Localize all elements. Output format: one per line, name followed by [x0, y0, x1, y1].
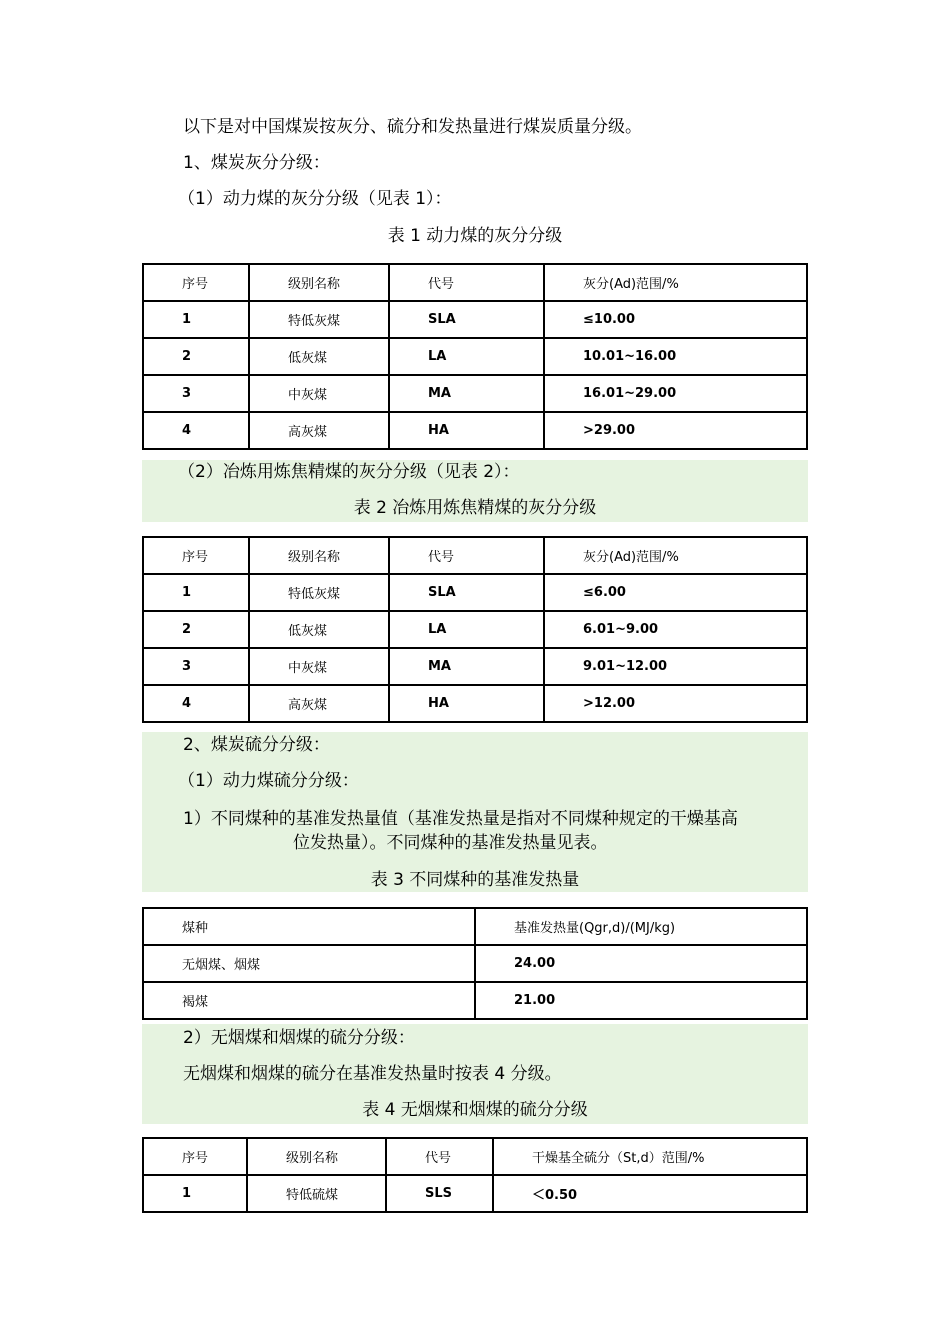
table-cell: 无烟煤、烟煤 — [143, 945, 475, 982]
table-1 — [142, 263, 808, 450]
table-cell: 24.00 — [475, 945, 807, 982]
header-cell: 代号 — [389, 537, 544, 574]
table-2 — [142, 536, 808, 723]
table-cell: LA — [389, 611, 544, 648]
table-row — [143, 301, 807, 338]
table-cell: 1 — [143, 1175, 247, 1212]
table-cell: >12.00 — [544, 685, 807, 722]
table-row — [143, 945, 807, 982]
section-2-heading: 2、煤炭硫分分级： — [183, 735, 330, 755]
table-header-row — [143, 908, 807, 945]
table-cell: MA — [389, 375, 544, 412]
section-2-1-heading: （1）动力煤硫分分级： — [178, 771, 359, 791]
table-row — [143, 1175, 807, 1212]
table-row — [143, 375, 807, 412]
table-row — [143, 412, 807, 449]
table-cell: 特低灰煤 — [249, 574, 389, 611]
table-row — [143, 611, 807, 648]
table-cell: 3 — [143, 648, 249, 685]
table-cell: 2 — [143, 611, 249, 648]
header-cell: 序号 — [143, 264, 249, 301]
header-cell: 代号 — [386, 1138, 493, 1175]
table-cell: SLA — [389, 574, 544, 611]
section-2-1-1-line2: 位发热量）。不同煤种的基准发热量见表。 — [293, 833, 608, 853]
table-row — [143, 982, 807, 1019]
section-2-1-2-heading: 2）无烟煤和烟煤的硫分分级： — [183, 1028, 415, 1048]
header-cell: 煤种 — [143, 908, 475, 945]
table-cell: 9.01~12.00 — [544, 648, 807, 685]
header-cell: 级别名称 — [247, 1138, 386, 1175]
section-2-1-1-line1: 1）不同煤种的基准发热量值（基准发热量是指对不同煤种规定的干燥基高 — [183, 809, 738, 829]
table-cell: 1 — [143, 301, 249, 338]
table-cell: ≤6.00 — [544, 574, 807, 611]
table-cell: 4 — [143, 412, 249, 449]
table-row — [143, 338, 807, 375]
header-cell: 代号 — [389, 264, 544, 301]
table-2-caption: 表 2 冶炼用炼焦精煤的灰分分级 — [353, 498, 597, 518]
table-4 — [142, 1137, 808, 1213]
table-4-caption: 表 4 无烟煤和烟煤的硫分分级 — [362, 1100, 588, 1120]
table-3-caption: 表 3 不同煤种的基准发热量 — [370, 870, 580, 890]
table-cell: 低灰煤 — [249, 611, 389, 648]
table-header-row — [143, 537, 807, 574]
table-cell: 16.01~29.00 — [544, 375, 807, 412]
table-cell: 21.00 — [475, 982, 807, 1019]
section-1-1-heading: （1）动力煤的灰分分级（见表 1）： — [178, 189, 452, 209]
table-cell: 3 — [143, 375, 249, 412]
table-cell: 高灰煤 — [249, 685, 389, 722]
table-cell: SLA — [389, 301, 544, 338]
table-row — [143, 685, 807, 722]
intro-paragraph: 以下是对中国煤炭按灰分、硫分和发热量进行煤炭质量分级。 — [183, 117, 642, 137]
table-cell: 6.01~9.00 — [544, 611, 807, 648]
table-cell: >29.00 — [544, 412, 807, 449]
table-cell: 1 — [143, 574, 249, 611]
header-cell: 灰分(Ad)范围/% — [544, 264, 807, 301]
table-header-row — [143, 1138, 807, 1175]
header-cell: 级别名称 — [249, 264, 389, 301]
table-1-caption: 表 1 动力煤的灰分分级 — [387, 226, 563, 246]
table-cell: ＜0.50 — [493, 1175, 807, 1212]
table-cell: 高灰煤 — [249, 412, 389, 449]
table-cell: 低灰煤 — [249, 338, 389, 375]
section-1-heading: 1、煤炭灰分分级： — [183, 153, 330, 173]
table-cell: SLS — [386, 1175, 493, 1212]
table-row — [143, 574, 807, 611]
table-cell: HA — [389, 685, 544, 722]
section-1-2-heading: （2）冶炼用炼焦精煤的灰分分级（见表 2）： — [178, 462, 520, 482]
header-cell: 级别名称 — [249, 537, 389, 574]
table-cell: 4 — [143, 685, 249, 722]
table-cell: 特低硫煤 — [247, 1175, 386, 1212]
table-cell: ≤10.00 — [544, 301, 807, 338]
table-cell: 2 — [143, 338, 249, 375]
header-cell: 序号 — [143, 537, 249, 574]
table-header-row — [143, 264, 807, 301]
table-cell: LA — [389, 338, 544, 375]
table-cell: 特低灰煤 — [249, 301, 389, 338]
header-cell: 基准发热量(Qgr,d)/(MJ/kg) — [475, 908, 807, 945]
table-cell: 10.01~16.00 — [544, 338, 807, 375]
table-cell: MA — [389, 648, 544, 685]
header-cell: 灰分(Ad)范围/% — [544, 537, 807, 574]
table-cell: HA — [389, 412, 544, 449]
table-cell: 中灰煤 — [249, 375, 389, 412]
header-cell: 序号 — [143, 1138, 247, 1175]
table-row — [143, 648, 807, 685]
table-cell: 中灰煤 — [249, 648, 389, 685]
section-2-1-2-description: 无烟煤和烟煤的硫分在基准发热量时按表 4 分级。 — [183, 1064, 562, 1084]
table-cell: 褐煤 — [143, 982, 475, 1019]
table-3 — [142, 907, 808, 1020]
header-cell: 干燥基全硫分（St,d）范围/% — [493, 1138, 807, 1175]
